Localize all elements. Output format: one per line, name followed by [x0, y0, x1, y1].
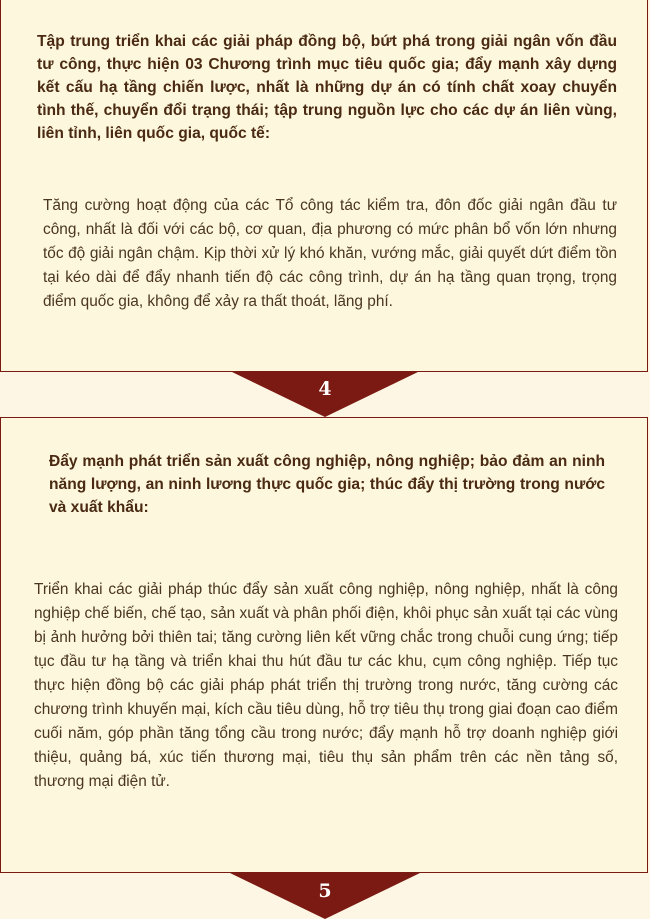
section-heading: Tập trung triển khai các giải pháp đồng bộ, bứt phá trong giải ngân vốn đầu tư công, thực hiện 03 Chương trình mục tiêu quốc gia; đẩy mạnh xây dựng kết cấu hạ tầng chiến lược, nhất là những dự án có tính chất xoay chuyển tình thế, chuyển đổi trạng thái; tập trung nguồn lực cho các dự án liên vùng, liên tỉnh, liên quốc gia, quốc tế: [37, 33, 617, 142]
section-body: Tăng cường hoạt động của các Tổ công tác kiểm tra, đôn đốc giải ngân đầu tư công, nhất là đối với các bộ, cơ quan, địa phương có mức phân bổ vốn lớn nhưng tốc độ giải ngân chậm. Kịp thời xử lý khó khăn, vướng mắc, giải quyết dứt điểm tồn tại kéo dài để đẩy nhanh tiến độ các công trình, dự án hạ tầng quan trọng, trọng điểm quốc gia, không để xảy ra thất thoát, lãng phí. [43, 197, 617, 310]
section-panel-2 [0, 417, 648, 873]
section-body: Triển khai các giải pháp thúc đẩy sản xuất công nghiệp, nông nghiệp, nhất là công nghiệp chế biến, chế tạo, sản xuất và phân phối điện, khôi phục sản xuất tại các vùng bị ảnh hưởng bởi thiên tai; tăng cường liên kết vững chắc trong chuỗi cung ứng; tiếp tục đầu tư hạ tầng và triển khai thu hút đầu tư các khu, cụm công nghiệp. Tiếp tục thực hiện đồng bộ các giải pháp phát triển thị trường trong nước, tăng cường các chương trình khuyến mại, kích cầu tiêu dùng, hỗ trợ tiêu thụ trong giai đoạn cao điểm cuối năm, góp phần tăng tổng cầu trong nước; đẩy mạnh hỗ trợ doanh nghiệp giới thiệu, quảng bá, xúc tiến thương mại, tiêu thụ sản phẩm trên các nền tảng số, thương mại điện tử. [34, 581, 618, 790]
step-marker-5 [230, 873, 420, 919]
section-heading: Đẩy mạnh phát triển sản xuất công nghiệp, nông nghiệp; bảo đảm an ninh năng lượng, an ninh lương thực quốc gia; thúc đẩy thị trường trong nước và xuất khẩu: [49, 453, 605, 516]
step-number: 4 [318, 378, 332, 400]
section-panel-1 [0, 0, 648, 372]
step-number: 5 [318, 880, 332, 902]
step-marker-4 [230, 371, 420, 417]
